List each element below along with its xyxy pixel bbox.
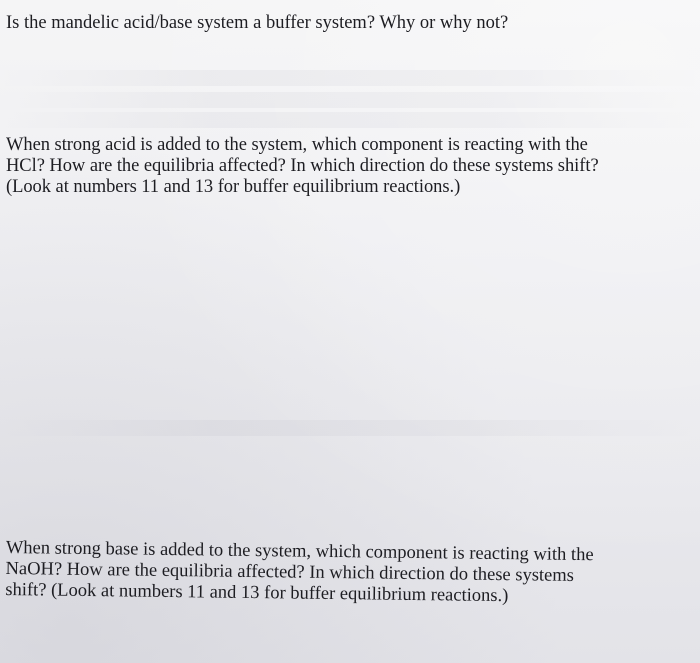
question-buffer-system: Is the mandelic acid/base system a buffer system? Why or why not? — [6, 13, 509, 33]
show-through-text-band — [0, 420, 700, 436]
show-through-text-band — [0, 112, 700, 128]
show-through-text-band — [0, 92, 700, 108]
question-strong-acid: When strong acid is added to the system, which component is reacting with the HCl? How are the equilibria affected? In which direction do these systems shift? (Look at numbers 11 and 13 for buffer equilibrium reactions.) — [6, 135, 599, 197]
show-through-text-band — [0, 70, 700, 86]
question-strong-base: When strong base is added to the system, which component is reacting with the NaOH? How are the equilibria affected? In which direction do these systems shift? (Look at numbers 11 and 13 for buffer equilibrium reactions.) — [5, 538, 594, 607]
